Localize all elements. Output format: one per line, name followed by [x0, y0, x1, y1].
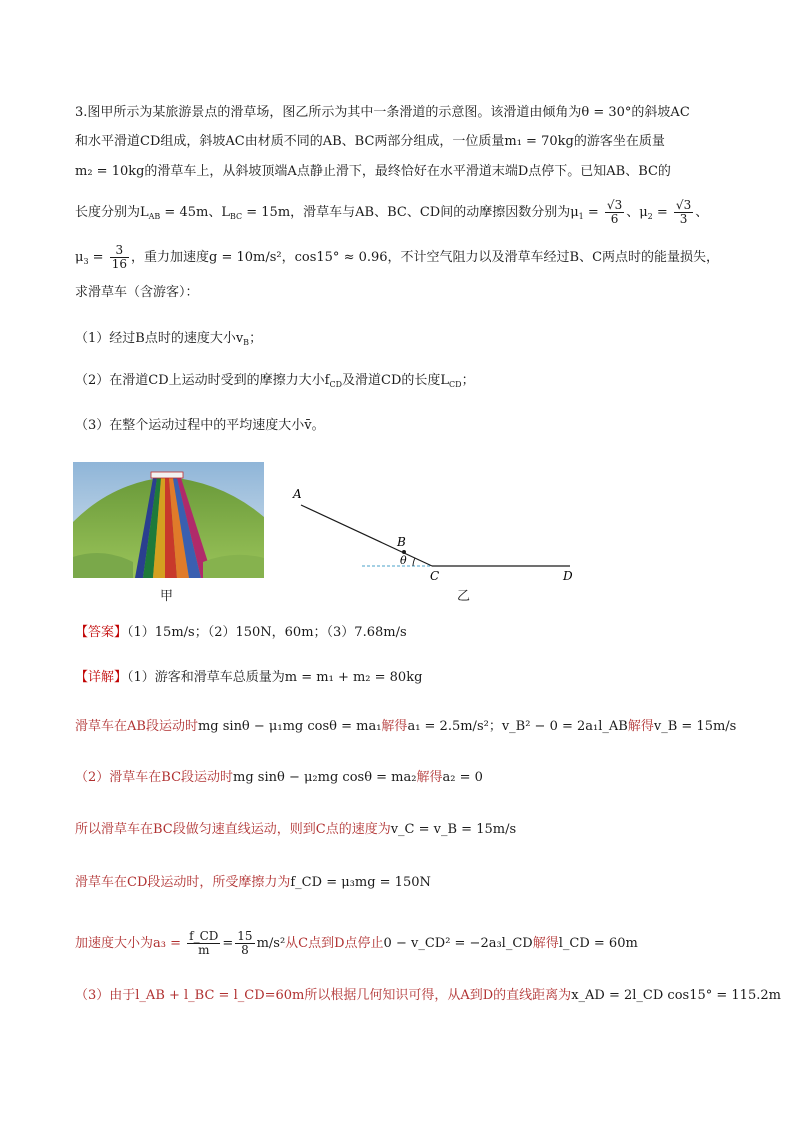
angle-arc: [413, 558, 415, 566]
problem-line-4: 长度分别为$L_{AB} = 45m$、$L_{BC} = 15m$，滑草车与AB、BC、CD间的动摩擦因数分别为$\mu_1$ = $\frac{√3}{6}$ 、$\mu_2$ = $\frac{√3}{3}$ 、: [75, 198, 709, 226]
accel-fraction: $\frac{f\_CD}{m}$: [189, 929, 219, 957]
detail-line-6: 加速度大小为a₃ = $\frac{f\_CD}{m}$ = $\frac{15}{8}$ m/s²从C点到D点停止0 − v_CD² = −2a₃l_CD解得l_CD = 60m: [75, 929, 638, 957]
slope-ac: [301, 505, 432, 566]
detail-line-3: （2）滑草车在BC段运动时mg sinθ − μ₂mg cosθ = ma₂解得a₂ = 0: [75, 770, 483, 785]
label-b: B: [397, 535, 406, 549]
mu1-fraction: $\frac{√3}{6}$: [606, 198, 623, 226]
detail-line-4: 所以滑草车在BC段做匀速直线运动，则到C点的速度为v_C = v_B = 15m/s: [75, 822, 517, 837]
question-2: （2）在滑道CD上运动时受到的摩擦力大小$f_{CD}$及滑道CD的长度$L_{CD}$；: [75, 373, 475, 389]
answer-line: 【答案】（1）15m/s；（2）150N，60m；（3）7.68m/s: [75, 625, 407, 640]
caption-jia: 甲: [160, 589, 174, 604]
problem-line-2: 和水平滑道CD组成，斜坡AC由材质不同的AB、BC两部分组成，一位质量m₁ = 70kg的游客坐在质量: [75, 134, 665, 149]
question-1: （1）经过B点时的速度大小$v_B$；: [75, 331, 263, 347]
problem-line-1: 3.图甲所示为某旅游景点的滑草场，图乙所示为其中一条滑道的示意图。该滑道由倾角为θ = 30°的斜坡AC: [75, 105, 690, 120]
label-a: A: [293, 487, 302, 501]
label-d: D: [563, 569, 573, 583]
grass-slide-photo: [73, 462, 264, 578]
answer-tag: 【答案】: [75, 625, 128, 640]
label-theta: θ: [400, 554, 407, 567]
accel-value-fraction: $\frac{15}{8}$: [237, 929, 253, 957]
problem-line-3: m₂ = 10kg的滑草车上，从斜坡顶端A点静止滑下，最终恰好在水平滑道末端D点停下。已知AB、BC的: [75, 164, 671, 179]
caption-yi: 乙: [457, 589, 471, 604]
label-c: C: [430, 569, 440, 583]
mu3-fraction: $\frac{3}{16}$: [111, 243, 127, 271]
detail-line-2: 滑草车在AB段运动时mg sinθ − μ₁mg cosθ = ma₁解得a₁ = 2.5m/s²；v_B² − 0 = 2a₁l_AB解得v_B = 15m/s: [75, 719, 737, 734]
detail-line-5: 滑草车在CD段运动时，所受摩擦力为f_CD = μ₃mg = 150N: [75, 875, 431, 890]
detail-line-7: （3）由于l_AB + l_BC = l_CD=60m所以根据几何知识可得，从A到D的直线距离为x_AD = 2l_CD cos15° = 115.2m: [75, 988, 781, 1003]
slide-diagram: [285, 482, 595, 600]
problem-line-6: 求滑草车（含游客）：: [75, 285, 199, 300]
detail-line-1: 【详解】（1）游客和滑草车总质量为m = m₁ + m₂ = 80kg: [75, 670, 423, 685]
detail-tag: 【详解】: [75, 670, 128, 685]
problem-line-5: $\mu_3$ = $\frac{3}{16}$ ，重力加速度g = 10m/s²，cos15° ≈ 0.96，不计空气阻力以及滑草车经过B、C两点时的能量损失，: [75, 243, 720, 271]
question-3: （3）在整个运动过程中的平均速度大小v̄。: [75, 418, 325, 433]
mu2-fraction: $\frac{√3}{3}$: [675, 198, 692, 226]
